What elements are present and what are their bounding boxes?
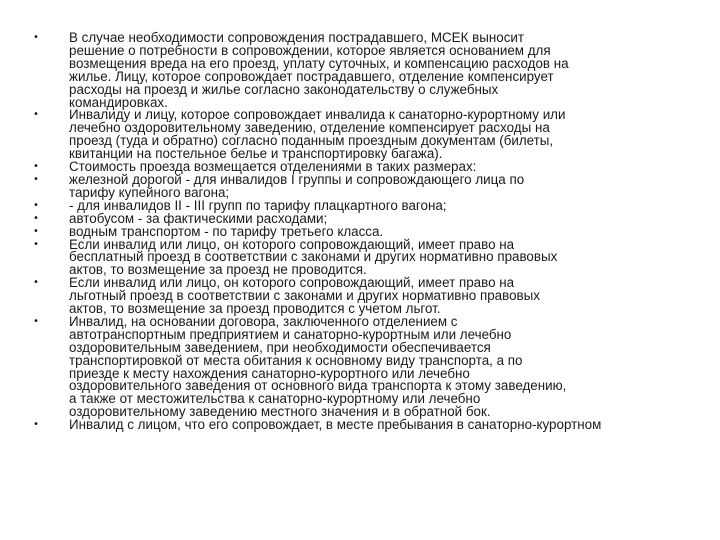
list-item — [33, 419, 705, 432]
list-item — [33, 32, 705, 109]
list-item — [33, 313, 705, 420]
list-item-text: Инвалиду и лицу, которое сопровождает инвалида к санаторно-курортному или лечебно оздоровительному заведению, отделение компенсирует расходы на проезд (туда и обратно) согласно поданным проездным документам (билеты, квитанции на постельное белье и транспортировку багажа). — [69, 107, 566, 162]
bullet-marker: • — [33, 173, 39, 185]
bullet-marker: • — [33, 32, 39, 43]
bullet-marker: • — [33, 199, 39, 211]
list-item-text: В случае необходимости сопровождения пострадавшего, МСЕК выносит решение о потребности в сопровождении, которое является основанием для возмещения вреда на его проезд, уплату суточных, и компенсацию расходов на жилье. Лицу, которое сопровождает пострадавшего, отделение компенсирует расходы на проезд и жилье согласно законодательству о служебных командировках. — [69, 30, 569, 110]
list-item — [33, 236, 705, 278]
list-item-text: Стоимость проезда возмещается отделениями в таких размерах: — [69, 159, 477, 175]
bullet-marker: • — [33, 212, 39, 224]
list-item-text: - для инвалидов II - III групп по тарифу плацкартного вагона; — [69, 197, 447, 213]
bullet-marker: • — [33, 419, 39, 431]
list-item — [33, 277, 705, 316]
list-item-text: железной дорогой - для инвалидов I группы и сопровождающего лица по тарифу купейного вагона; — [69, 171, 525, 200]
list-item-text: Инвалид с лицом, что его сопровождает, в месте пребывания в санаторно-курортном — [69, 417, 602, 433]
bullet-marker: • — [33, 315, 39, 327]
list-item-text: Инвалид, на основании договора, заключенного отделением с автотранспортным предприятием и санаторно-курортным или лечебно оздоровительным заведением, при необходимости обеспечивается транспортировкой от места обитания к основному виду транспорта, а по приезде к месту нахождения санаторно-курортного или лечебно оздоровительного заведения от основного вида транспорта к этому заведению, а также от местожительства к санаторно-курортному или лечебно оздоровительному заведению местного значения и в обратной бок. — [69, 313, 567, 420]
bullet-marker: • — [33, 161, 39, 173]
bullet-marker: • — [33, 277, 39, 289]
bullet-marker: • — [33, 238, 39, 250]
list-item-text: водным транспортом - по тарифу третьего класса. — [69, 223, 384, 239]
bullet-list — [33, 32, 705, 432]
list-item — [33, 171, 705, 200]
bullet-marker: • — [33, 109, 39, 121]
bullet-marker: • — [33, 225, 39, 237]
list-item — [33, 109, 705, 161]
list-item-text: Если инвалид или лицо, он которого сопровождающий, имеет право на бесплатный проезд в соответствии с законами и других нормативно правовых актов, то возмещение за проезд не проводится. — [69, 236, 558, 278]
list-item-text: Если инвалид или лицо, он которого сопровождающий, имеет право на льготный проезд в соответствии с законами и других нормативно правовых актов, то возмещение за проезд проводится с учетом льгот. — [69, 275, 540, 317]
list-item-text: автобусом - за фактическими расходами; — [69, 210, 328, 226]
